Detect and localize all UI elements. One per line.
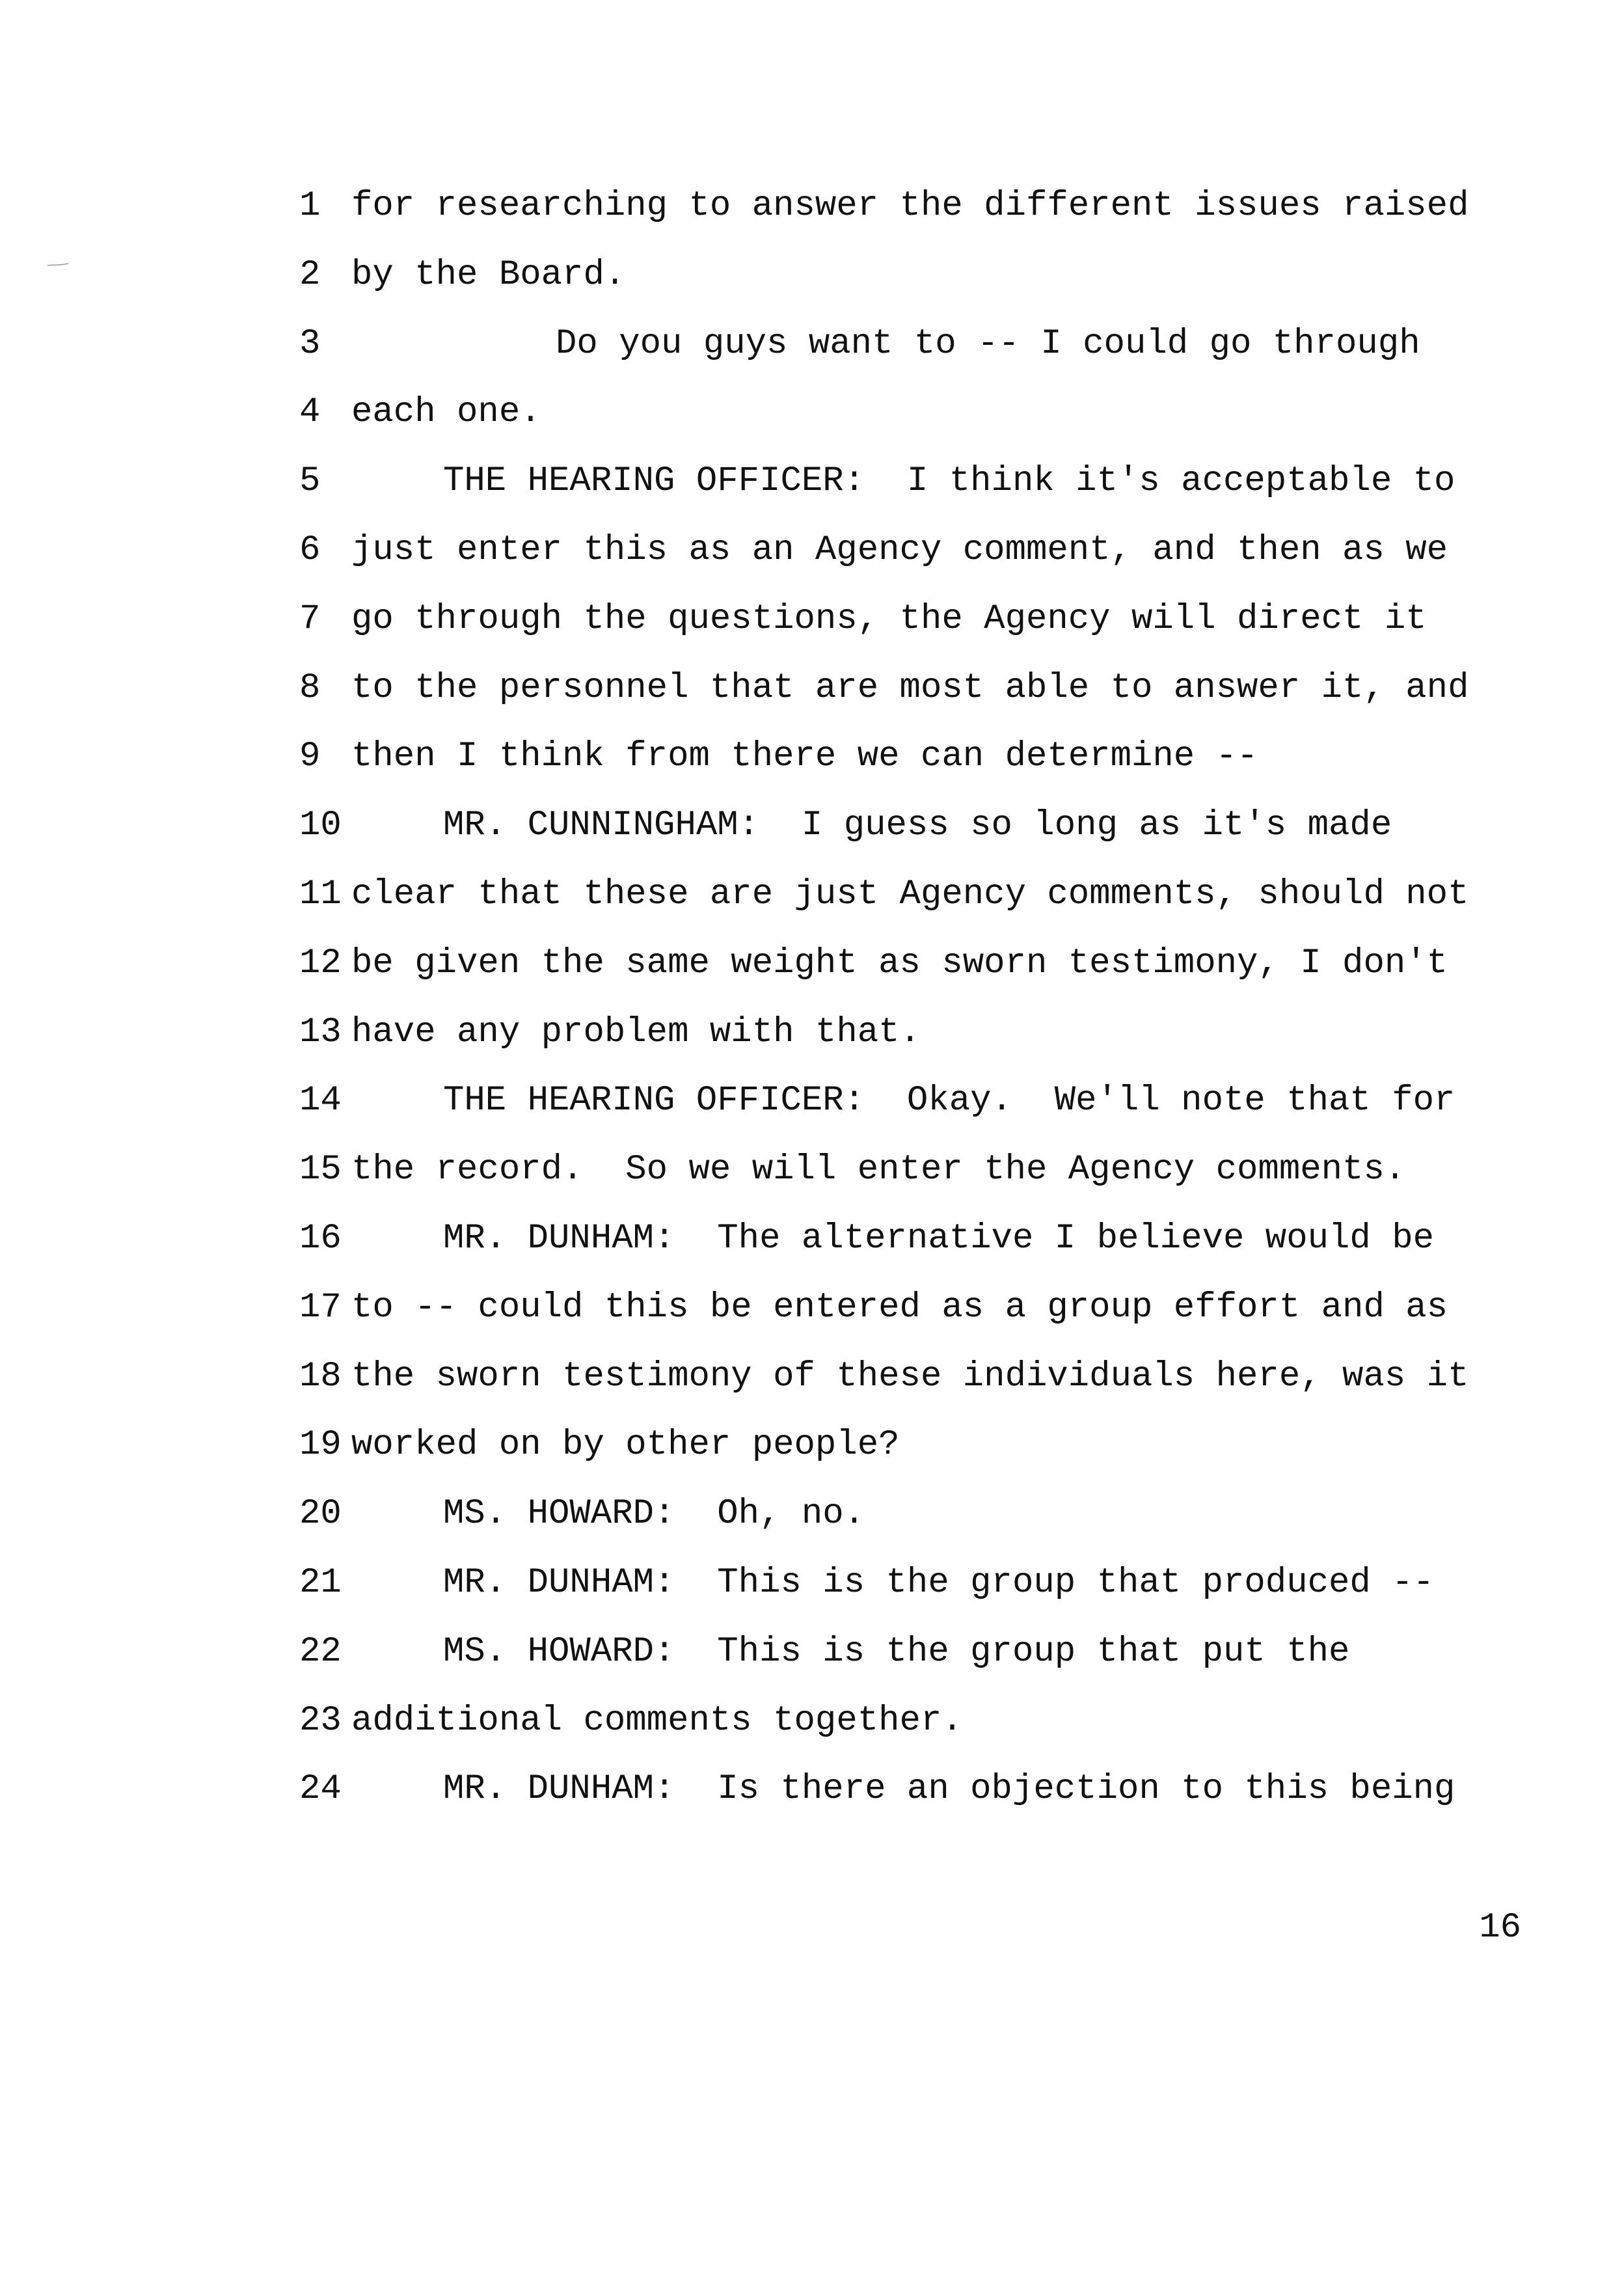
line-number: 13: [299, 1012, 342, 1052]
transcript-line: [299, 1354, 1568, 1423]
transcript-line: [299, 390, 1568, 459]
transcript-line: [299, 528, 1568, 597]
line-number: 24: [299, 1769, 342, 1810]
line-text: worked on by other people?: [351, 1425, 900, 1465]
line-number: 2: [299, 254, 321, 295]
transcript-line: [299, 459, 1568, 528]
line-number: 9: [299, 737, 321, 777]
transcript-line: [299, 1767, 1568, 1836]
line-text: have any problem with that.: [351, 1012, 921, 1052]
transcript-line: [299, 321, 1568, 390]
transcript-line: [299, 1491, 1568, 1560]
line-text: additional comments together.: [351, 1700, 963, 1741]
transcript-line: [299, 941, 1568, 1010]
transcript-line: [299, 1422, 1568, 1491]
line-number: 14: [299, 1081, 342, 1121]
page-number: 16: [1479, 1908, 1521, 1948]
line-number: 20: [299, 1494, 342, 1534]
transcript-line: [299, 666, 1568, 735]
transcript-line: [299, 1560, 1568, 1629]
transcript-line: [299, 1216, 1568, 1285]
line-text: MR. CUNNINGHAM: I guess so long as it's made: [443, 806, 1392, 846]
transcript-line: [299, 597, 1568, 666]
line-number: 6: [299, 530, 321, 570]
transcript-body: [299, 183, 1568, 1836]
line-number: 4: [299, 392, 321, 433]
line-text: for researching to answer the different issues raised: [351, 186, 1469, 226]
transcript-line: [299, 803, 1568, 872]
transcript-line: [299, 734, 1568, 803]
transcript-line: [299, 1629, 1568, 1698]
line-number: 21: [299, 1562, 342, 1603]
line-number: 16: [299, 1218, 342, 1258]
line-number: 11: [299, 874, 342, 914]
line-text: Do you guys want to -- I could go through: [556, 323, 1420, 364]
line-text: by the Board.: [351, 254, 626, 295]
line-text: MR. DUNHAM: This is the group that produced --: [443, 1562, 1435, 1603]
transcript-line: [299, 1010, 1568, 1079]
line-text: MR. DUNHAM: The alternative I believe would be: [443, 1218, 1435, 1258]
scan-artifact-mark: [47, 263, 69, 267]
line-number: 22: [299, 1631, 342, 1672]
line-number: 8: [299, 668, 321, 708]
line-text: to the personnel that are most able to answer it, and: [351, 668, 1469, 708]
line-text: each one.: [351, 392, 541, 433]
line-text: be given the same weight as sworn testimony, I don't: [351, 943, 1448, 983]
line-text: the record. So we will enter the Agency comments.: [351, 1150, 1406, 1190]
transcript-line: [299, 1078, 1568, 1147]
line-number: 17: [299, 1287, 342, 1327]
line-text: just enter this as an Agency comment, and then as we: [351, 530, 1448, 570]
line-text: the sworn testimony of these individuals here, was it: [351, 1356, 1469, 1396]
line-number: 18: [299, 1356, 342, 1396]
line-text: THE HEARING OFFICER: I think it's acceptable to: [443, 461, 1455, 502]
line-number: 3: [299, 323, 321, 364]
transcript-line: [299, 183, 1568, 252]
line-text: to -- could this be entered as a group effort and as: [351, 1287, 1448, 1327]
transcript-line: [299, 1698, 1568, 1767]
transcript-line: [299, 252, 1568, 321]
line-number: 12: [299, 943, 342, 983]
transcript-line: [299, 1147, 1568, 1216]
line-number: 15: [299, 1150, 342, 1190]
line-number: 5: [299, 461, 321, 502]
line-text: clear that these are just Agency comments, should not: [351, 874, 1469, 914]
line-text: go through the questions, the Agency will direct it: [351, 599, 1427, 639]
line-text: MS. HOWARD: Oh, no.: [443, 1494, 865, 1534]
line-number: 23: [299, 1700, 342, 1741]
line-number: 7: [299, 599, 321, 639]
line-text: MR. DUNHAM: Is there an objection to this being: [443, 1769, 1455, 1810]
line-text: then I think from there we can determine --: [351, 737, 1258, 777]
transcript-line: [299, 872, 1568, 941]
line-text: THE HEARING OFFICER: Okay. We'll note that for: [443, 1081, 1455, 1121]
line-number: 10: [299, 806, 342, 846]
line-text: MS. HOWARD: This is the group that put the: [443, 1631, 1350, 1672]
transcript-line: [299, 1285, 1568, 1354]
line-number: 1: [299, 186, 321, 226]
line-number: 19: [299, 1425, 342, 1465]
